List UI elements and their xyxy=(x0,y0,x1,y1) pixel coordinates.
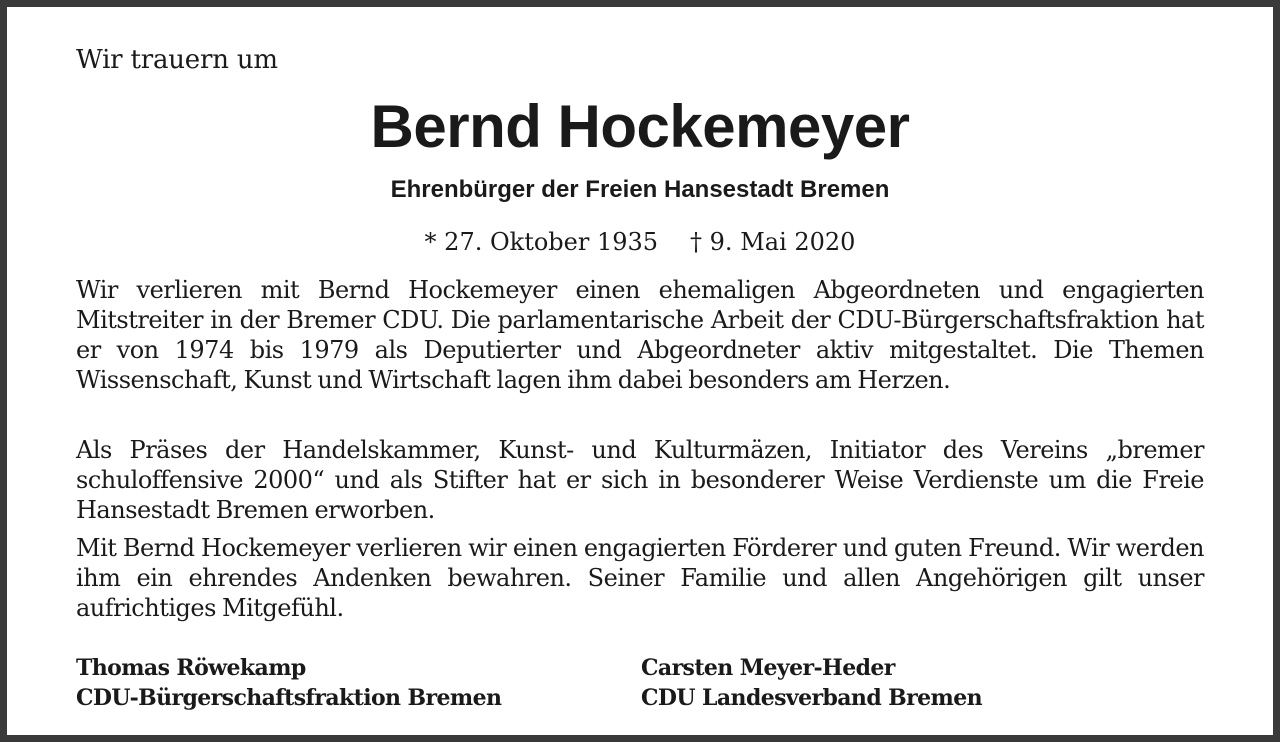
deceased-name: Bernd Hockemeyer xyxy=(370,93,910,160)
paragraph-2: Als Präses der Handelskammer, Kunst- und Kulturmäzen, Initiator des Vereins „bremer schuloffensive 2000“ und als Stifter hat er sich in besonderer Weise Verdienste um die Freie Hansestadt Bremen erworben. xyxy=(76,436,1204,524)
signatory-organization: CDU Landesverband Bremen xyxy=(641,685,983,711)
paragraph-1: Wir verlieren mit Bernd Hockemeyer einen ehemaligen Abgeordneten und engagierten Mitstreiter in der Bremer CDU. Die parlamentarische Arbeit der CDU-Bürgerschaftsfraktion hat er von 1974 bis 1979 als Deputierter und Abgeordneter aktiv mitgestaltet. Die Themen Wissenschaft, Kunst und Wirtschaft lagen ihm dabei besonders am Herzen. xyxy=(76,276,1204,394)
signatory-name: Carsten Meyer-Heder xyxy=(641,655,895,681)
signatory-name: Thomas Röwekamp xyxy=(76,655,306,681)
signatory-2 xyxy=(641,653,982,713)
signatory-organization: CDU-Bürgerschaftsfraktion Bremen xyxy=(76,685,502,711)
birth-date: * 27. Oktober 1935 xyxy=(424,228,659,256)
life-dates xyxy=(7,226,1273,258)
honorary-title: Ehrenbürger der Freien Hansestadt Bremen xyxy=(390,176,890,203)
intro-line: Wir trauern um xyxy=(76,45,278,75)
signatory-1 xyxy=(76,653,501,713)
death-date: † 9. Mai 2020 xyxy=(690,228,856,256)
paragraph-3: Mit Bernd Hockemeyer verlieren wir einen engagierten Förderer und guten Freund. Wir werden ihm ein ehrendes Andenken bewahren. Seiner Familie und allen Angehörigen gilt unser aufrichtiges Mitgefühl. xyxy=(76,534,1204,622)
